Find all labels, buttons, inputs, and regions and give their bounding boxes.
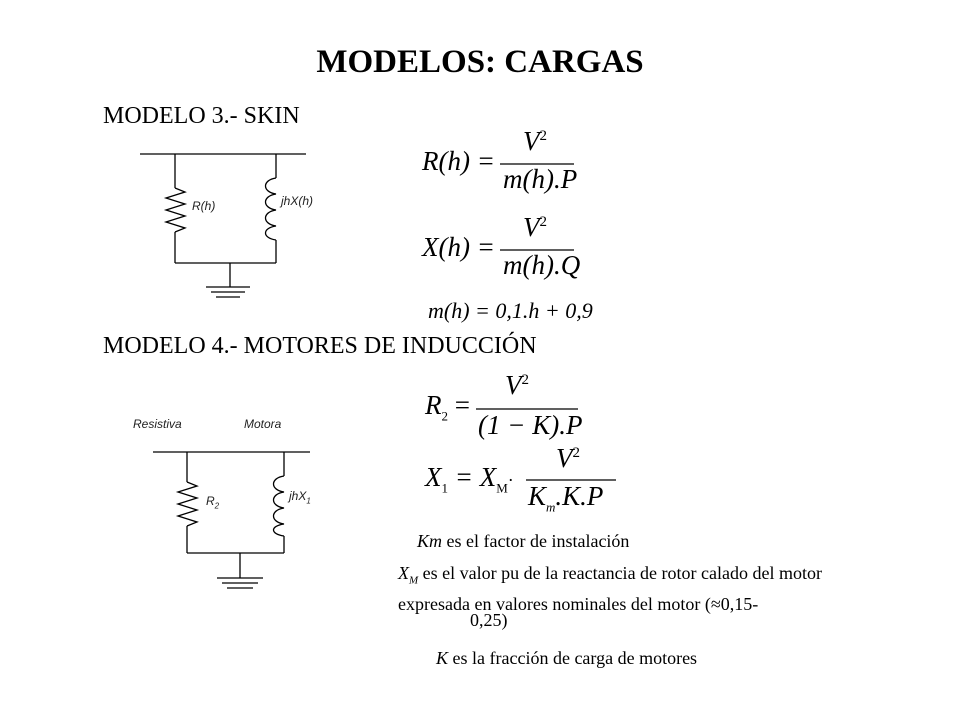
inductor-coil — [274, 476, 285, 536]
inductor-coil — [266, 178, 277, 240]
model3-eq3: m(h) = 0,1.h + 0,9 — [428, 298, 593, 323]
model4-eq1-denominator: (1 − K).P — [478, 410, 583, 440]
note-k: K es la fracción de carga de motores — [436, 648, 698, 668]
model3-eq1-denominator: m(h).P — [503, 164, 578, 194]
model4-heading: MODELO 4.- MOTORES DE INDUCCIÓN — [103, 333, 537, 359]
label-motora: Motora — [244, 417, 282, 431]
model3-eq2-lhs: X(h) = — [422, 232, 495, 262]
model3-eq1-lhs: R(h) = — [422, 146, 495, 176]
model4-eq2-denominator: $K_m.K.P$ — [528, 481, 604, 515]
resistor-zigzag — [178, 482, 197, 526]
skin-circuit — [140, 154, 306, 297]
model3-heading: MODELO 3.- SKIN — [103, 103, 300, 129]
model3-eq1-numerator: $V^2$ — [523, 126, 547, 156]
motor-resistor-label: $R_2$ — [206, 494, 220, 511]
page-title: MODELOS: CARGAS — [316, 44, 644, 80]
motor-circuit — [153, 452, 310, 588]
skin-resistor-label: R(h) — [192, 199, 216, 213]
motor-inductor-label: jhX$_1$ — [289, 489, 311, 506]
model4-eq1-numerator: $V^2$ — [505, 370, 529, 400]
model4-eq1-lhs: $R_2$ = — [425, 390, 470, 424]
note-xm: $X_M$ es el valor pu de la reactancia de rotor calado del motor expresada en valores nominales del motor (≈0,15- — [398, 563, 822, 614]
note-km: Km es el factor de instalación — [417, 531, 630, 551]
resistor-zigzag — [166, 188, 185, 232]
model3-eq2-denominator: m(h).Q — [503, 250, 581, 280]
label-resistiva: Resistiva — [133, 417, 182, 431]
model3-eq2-numerator: $V^2$ — [523, 212, 547, 242]
model4-eq2-lhs: $X_1 = X_M\cdot$ — [425, 462, 514, 496]
model4-eq2-numerator: $V^2$ — [556, 443, 580, 473]
note-xm-continued: 0,25) — [470, 610, 508, 630]
skin-inductor-label: jhX(h) — [281, 194, 314, 208]
